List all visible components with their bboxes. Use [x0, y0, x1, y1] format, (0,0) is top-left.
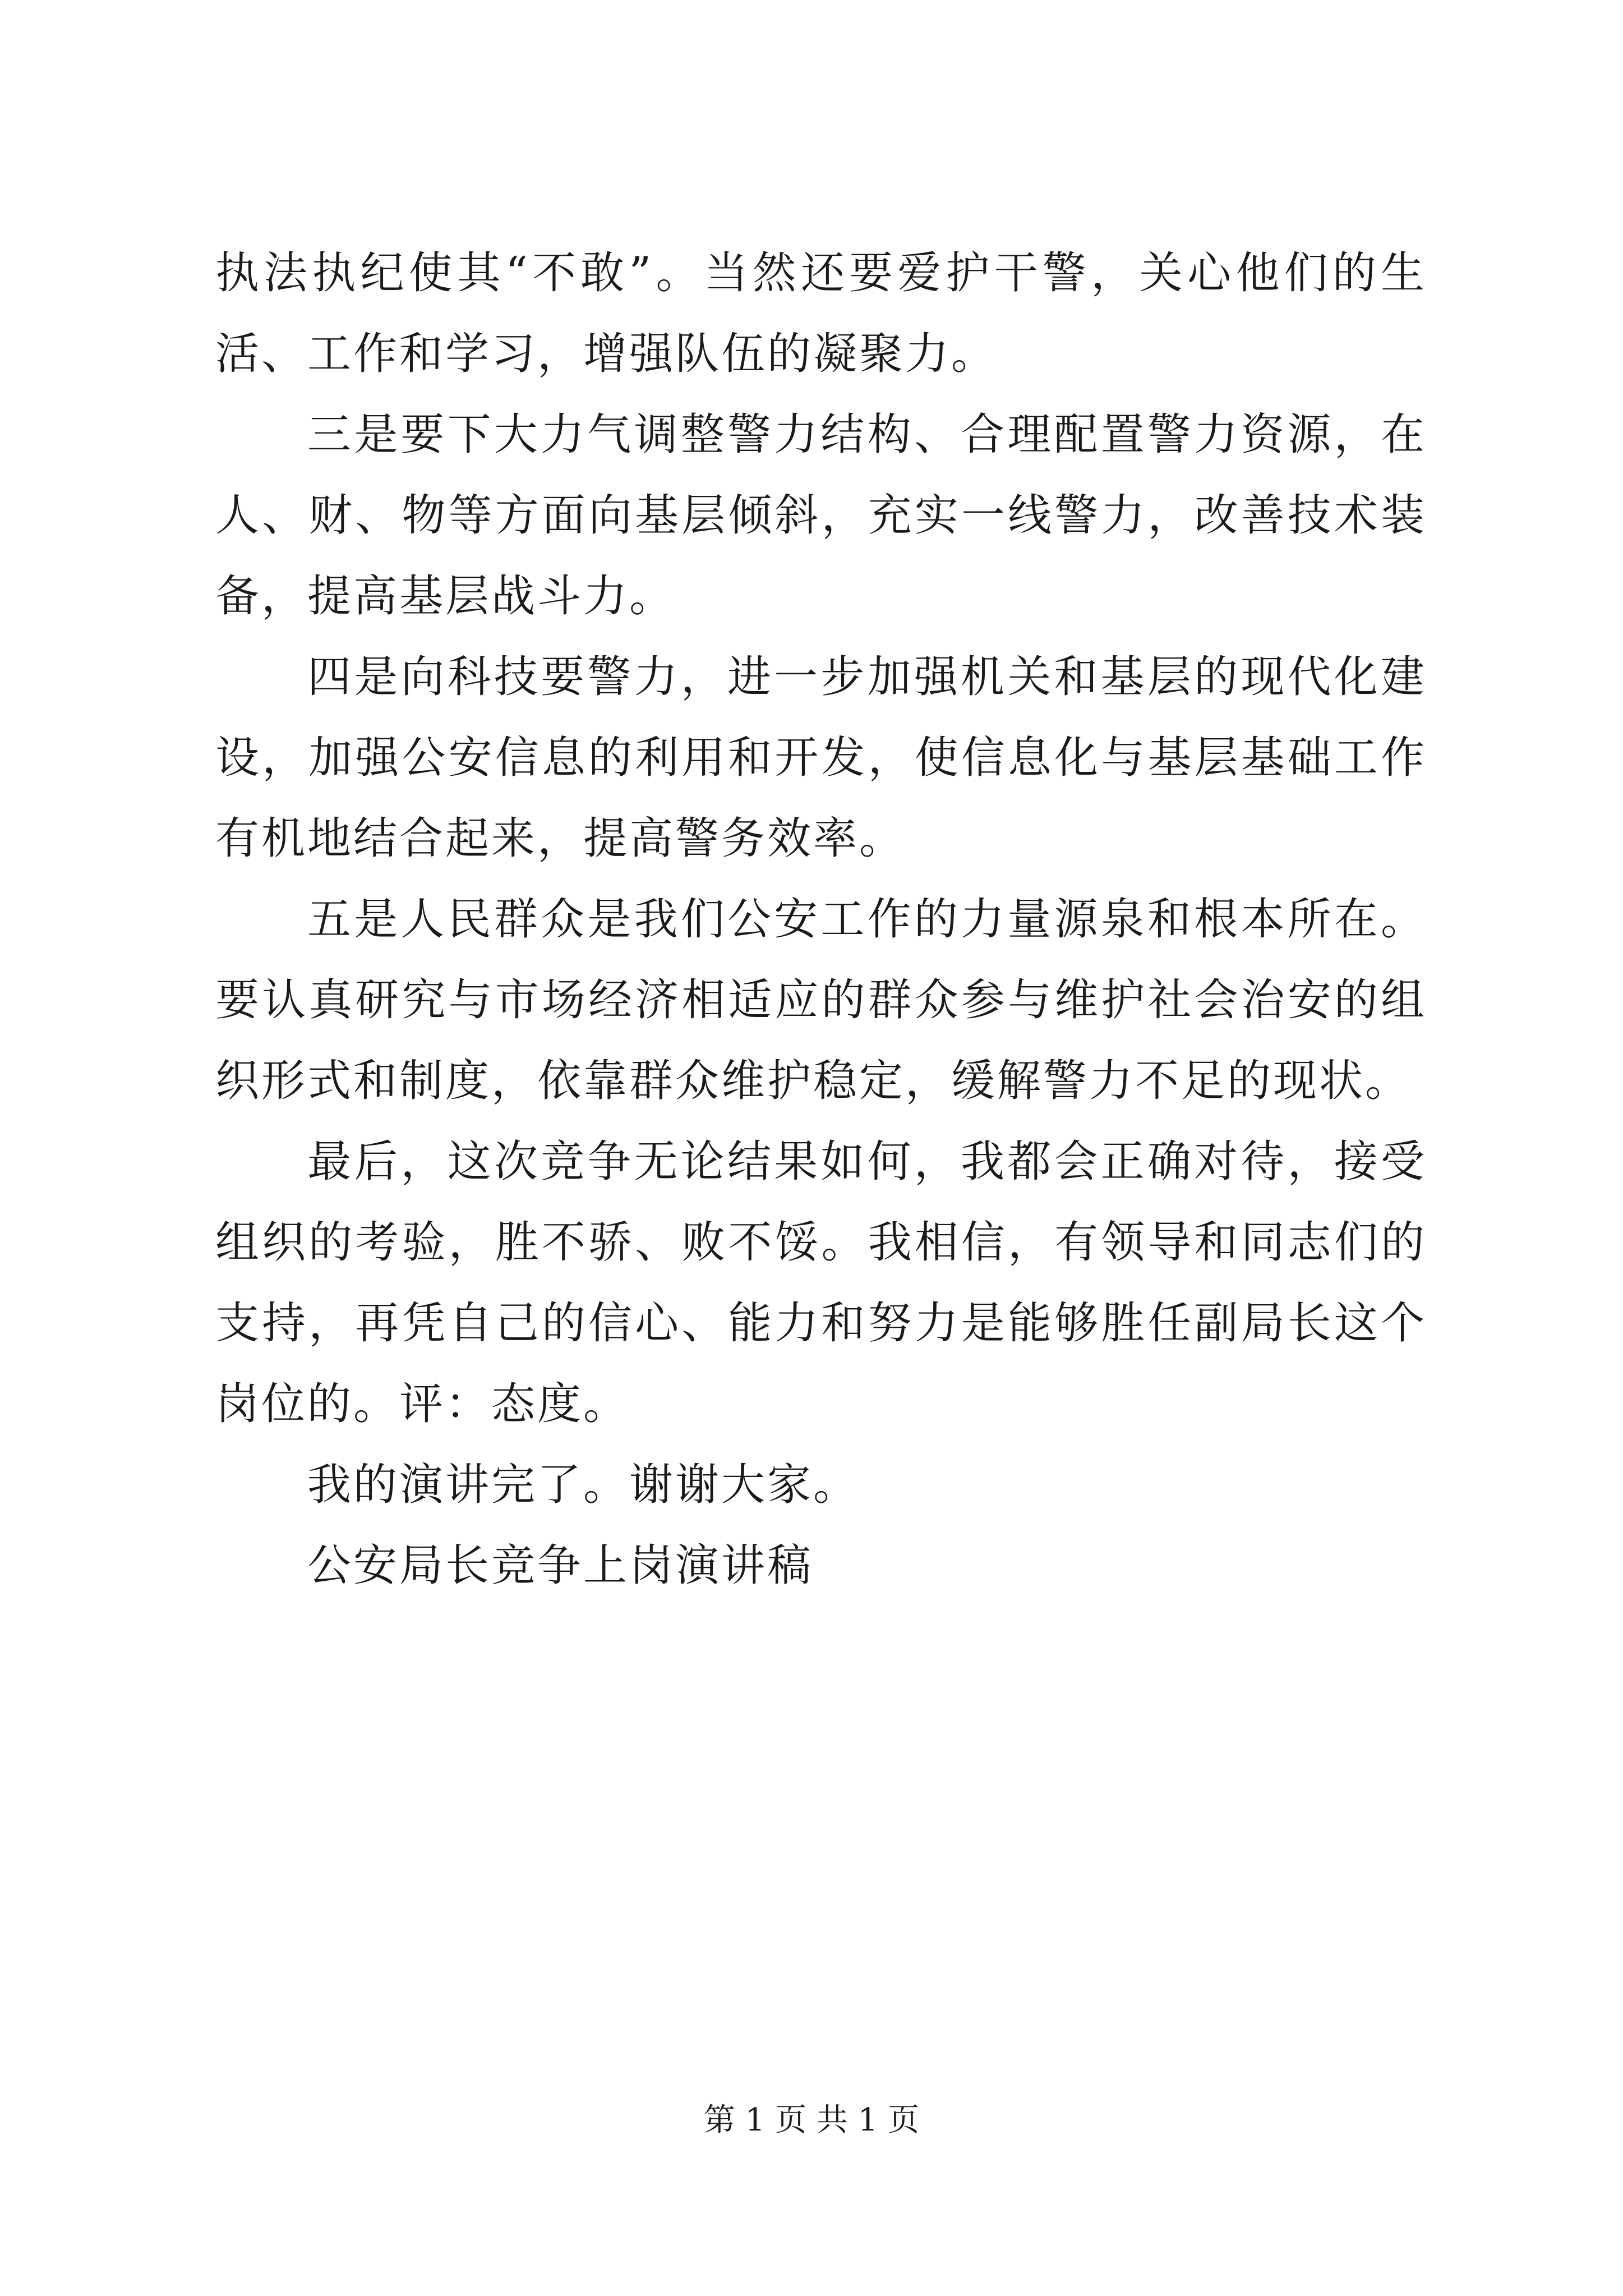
paragraph-7: 公安局长竞争上岗演讲稿 — [307, 1540, 814, 1591]
document-body — [215, 233, 1427, 1606]
page-footer — [0, 2098, 1623, 2143]
paragraph-4: 五是人民群众是我们公安工作的力量源泉和根本所在。要认真研究与市场经济相适应的群众参与维护社会治安的组织形式和制度，依靠群众维护稳定，缓解警力不足的现状。 — [215, 894, 1427, 1106]
page-number-label: 第 1 页 共 1 页 — [703, 2102, 920, 2138]
paragraph-5: 最后，这次竞争无论结果如何，我都会正确对待，接受组织的考验，胜不骄、败不馁。我相信，有领导和同志们的支持，再凭自己的信心、能力和努力是能够胜任副局长这个岗位的。评：态度。 — [215, 1137, 1427, 1429]
paragraph-6: 我的演讲完了。谢谢大家。 — [307, 1460, 860, 1510]
paragraph-3: 四是向科技要警力，进一步加强机关和基层的现代化建设，加强公安信息的利用和开发，使信息化与基层基础工作有机地结合起来，提高警务效率。 — [215, 652, 1427, 864]
paragraph-2: 三是要下大力气调整警力结构、合理配置警力资源，在人、财、物等方面向基层倾斜，充实一线警力，改善技术装备，提高基层战斗力。 — [215, 409, 1427, 622]
paragraph-1: 执法执纪使其“不敢”。当然还要爱护干警，关心他们的生活、工作和学习，增强队伍的凝聚力。 — [215, 248, 1427, 379]
